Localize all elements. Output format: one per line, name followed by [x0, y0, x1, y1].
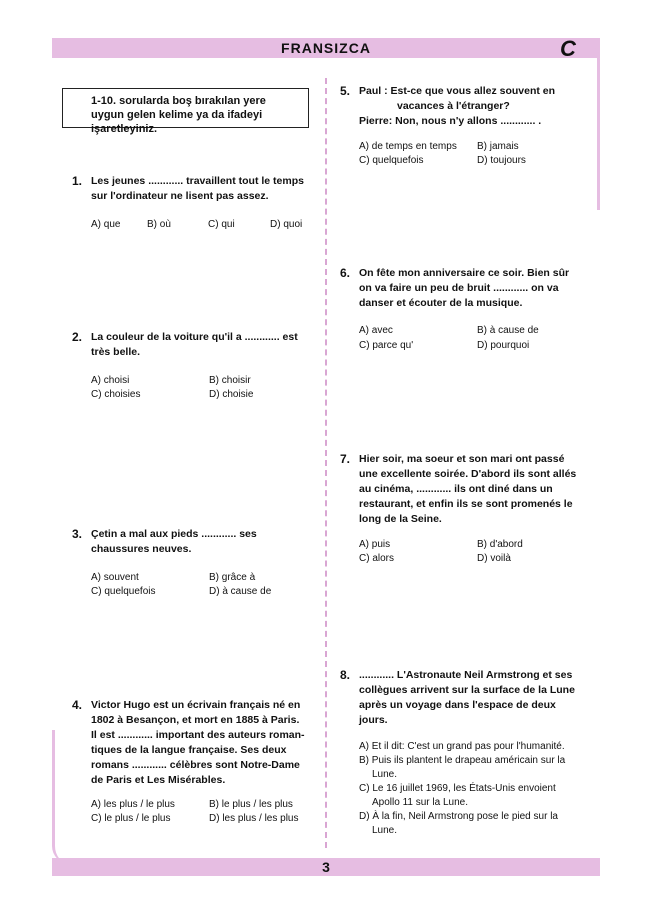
option-a[interactable]: A) que	[91, 219, 121, 230]
question-number: 8.	[340, 668, 351, 682]
option-c[interactable]: C) parce qu'	[359, 340, 414, 351]
question-stem-line: très belle.	[91, 346, 141, 358]
option-a[interactable]: A) avec	[359, 325, 393, 336]
page-title: FRANSIZCA	[281, 40, 371, 56]
option-d-continued[interactable]: Lune.	[372, 825, 398, 836]
question-stem-line: de Paris et Les Misérables.	[91, 774, 226, 786]
question-number: 1.	[72, 174, 83, 188]
footer-corner-curve	[52, 730, 71, 864]
question-stem-line: sur l'ordinateur ne lisent pas assez.	[91, 190, 269, 202]
question-stem-line: Les jeunes ............ travaillent tout le temps	[91, 175, 304, 187]
question-stem-line: Hier soir, ma soeur et son mari ont passé	[359, 453, 565, 465]
option-d[interactable]: D) toujours	[477, 155, 526, 166]
option-a[interactable]: A) de temps en temps	[359, 141, 457, 152]
question-stem-line: après un voyage dans l'espace de deux	[359, 699, 556, 711]
option-c[interactable]: C) choisies	[91, 389, 141, 400]
option-d[interactable]: D) À la fin, Neil Armstrong pose le pied sur la	[359, 811, 558, 822]
question-stem-line: Victor Hugo est un écrivain français né en	[91, 699, 301, 711]
question-number: 3.	[72, 527, 83, 541]
question-stem-line: chaussures neuves.	[91, 543, 192, 555]
question-stem-line: romans ............ célèbres sont Notre-Dame	[91, 759, 300, 771]
option-d[interactable]: D) pourquoi	[477, 340, 530, 351]
option-b[interactable]: B) à cause de	[477, 325, 539, 336]
question-stem-line: on va faire un peu de bruit ............ on va	[359, 282, 559, 294]
option-a[interactable]: A) les plus / le plus	[91, 799, 175, 810]
question-stem-line: une excellente soirée. D'abord ils sont allés	[359, 468, 577, 480]
question-stem-line: collègues arrivent sur la surface de la Lune	[359, 684, 575, 696]
option-c[interactable]: C) quelquefois	[359, 155, 424, 166]
option-c[interactable]: C) Le 16 juillet 1969, les États-Unis envoient	[359, 783, 556, 794]
option-c[interactable]: C) le plus / le plus	[91, 813, 171, 824]
column-divider	[325, 78, 327, 848]
question-stem-line: restaurant, et enfin ils se sont promenés le	[359, 498, 573, 510]
question-stem-line: On fête mon anniversaire ce soir. Bien sûr	[359, 267, 570, 279]
instruction-box: 1-10. sorularda boş bırakılan yere uygun gelen kelime ya da ifadeyi işaretleyiniz.	[62, 88, 309, 128]
option-d[interactable]: D) à cause de	[209, 586, 272, 597]
option-b[interactable]: B) choisir	[209, 375, 251, 386]
question-stem-line: ............ L'Astronaute Neil Armstrong et ses	[359, 669, 573, 681]
booklet-letter: C	[560, 36, 576, 61]
header-corner-curve	[585, 44, 600, 210]
question-number: 2.	[72, 330, 83, 344]
question-stem-line: jours.	[359, 714, 388, 726]
option-b[interactable]: B) où	[147, 219, 171, 230]
option-c[interactable]: C) alors	[359, 553, 395, 564]
option-b[interactable]: B) grâce à	[209, 572, 256, 583]
option-a[interactable]: A) puis	[359, 539, 391, 550]
question-number: 6.	[340, 266, 351, 280]
question-number: 7.	[340, 452, 351, 466]
option-d[interactable]: D) voilà	[477, 553, 511, 564]
option-c-continued[interactable]: Apollo 11 sur la Lune.	[372, 797, 468, 808]
option-d[interactable]: D) les plus / les plus	[209, 813, 299, 824]
question-stem-line: au cinéma, ............ ils ont diné dans un	[359, 483, 553, 495]
option-b[interactable]: B) d'abord	[477, 539, 523, 550]
question-stem-line: Il est ............ important des auteurs roman-	[91, 729, 305, 741]
option-a[interactable]: A) Et il dit: C'est un grand pas pour l'humanité.	[359, 741, 565, 752]
question-stem-line: La couleur de la voiture qu'il a ............ est	[91, 331, 298, 343]
question-stem-line: Pierre: Non, nous n'y allons ............ .	[359, 115, 542, 127]
question-stem-line: vacances à l'étranger?	[397, 100, 510, 112]
option-a[interactable]: A) choisi	[91, 375, 130, 386]
question-stem-line: Paul : Est-ce que vous allez souvent en	[359, 85, 556, 97]
option-c[interactable]: C) quelquefois	[91, 586, 156, 597]
question-number: 5.	[340, 84, 351, 98]
option-b[interactable]: B) Puis ils plantent le drapeau américain sur la	[359, 755, 566, 766]
question-stem-line: Çetin a mal aux pieds ............ ses	[91, 528, 257, 540]
question-stem-line: 1802 à Besançon, et mort en 1885 à Paris.	[91, 714, 300, 726]
option-c[interactable]: C) qui	[208, 219, 235, 230]
question-stem-line: long de la Seine.	[359, 513, 442, 525]
question-stem-line: danser et écouter de la musique.	[359, 297, 523, 309]
option-b[interactable]: B) jamais	[477, 141, 519, 152]
option-d[interactable]: D) choisie	[209, 389, 254, 400]
option-b-continued[interactable]: Lune.	[372, 769, 398, 780]
question-stem-line: tiques de la langue française. Ses deux	[91, 744, 287, 756]
option-a[interactable]: A) souvent	[91, 572, 139, 583]
option-d[interactable]: D) quoi	[270, 219, 303, 230]
page-number: 3	[322, 859, 330, 875]
option-b[interactable]: B) le plus / les plus	[209, 799, 293, 810]
question-number: 4.	[72, 698, 83, 712]
